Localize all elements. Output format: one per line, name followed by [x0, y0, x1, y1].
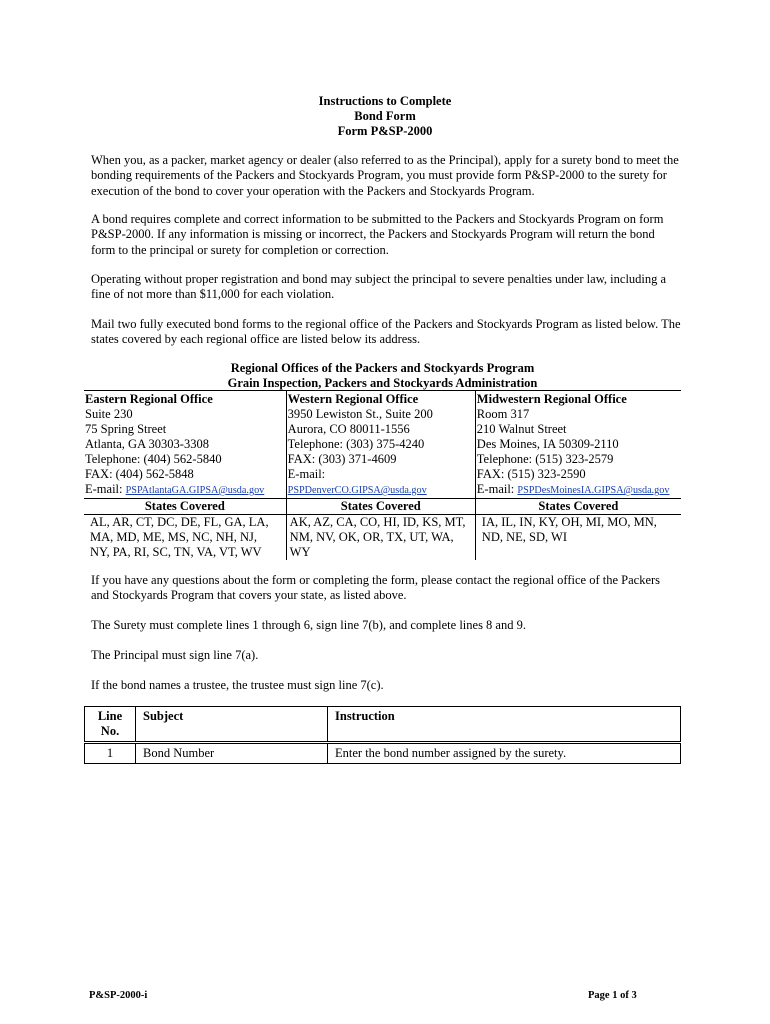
instruction-table: [84, 706, 681, 764]
row-line-number: 1: [85, 743, 136, 764]
eastern-states: [84, 515, 286, 561]
midwestern-email-link[interactable]: PSPDesMoinesIA.GIPSA@usda.gov: [517, 485, 670, 496]
western-email-link[interactable]: PSPDenverCO.GIPSA@usda.gov: [287, 485, 427, 496]
line-no-header-l2: No.: [100, 724, 120, 738]
eastern-email-link[interactable]: PSPAtlantaGA.GIPSA@usda.gov: [125, 485, 265, 496]
states-covered-row: [84, 515, 681, 561]
title-line-3: Form P&SP-2000: [337, 124, 433, 138]
offices-address-row: [84, 391, 681, 499]
instruction-header: Instruction: [328, 707, 681, 743]
western-phone: Telephone: (303) 375-4240: [287, 437, 425, 451]
midwestern-address-2: 210 Walnut Street: [476, 422, 567, 436]
western-fax: FAX: (303) 371-4609: [287, 452, 397, 466]
requirements-paragraph: A bond requires complete and correct information to be submitted to the Packers and Stockyards Program on form P&SP-2000. If any information is missing or incorrect, the Packers and Stockyards Program will return the bond form to the principal or surety for completion or correction.: [91, 212, 664, 257]
trustee-paragraph: If the bond names a trustee, the trustee must sign line 7(c).: [91, 678, 384, 692]
western-states-covered-label: States Covered: [286, 499, 475, 515]
western-states-line-3: WY: [289, 545, 311, 559]
line-no-header: [85, 707, 136, 743]
title-line-2: Bond Form: [354, 109, 416, 123]
mailing-paragraph: Mail two fully executed bond forms to the regional office of the Packers and Stockyards Program as listed below. The states covered by each regional office are listed below its address.: [91, 317, 681, 347]
row-instruction: Enter the bond number assigned by the surety.: [328, 743, 681, 764]
midwestern-states-line-1: IA, IL, IN, KY, OH, MI, MO, MN,: [481, 515, 657, 529]
midwestern-fax: FAX: (515) 323-2590: [476, 467, 586, 481]
surety-paragraph: The Surety must complete lines 1 through 6, sign line 7(b), and complete lines 8 and 9.: [91, 618, 526, 632]
states-covered-header-row: [84, 499, 681, 515]
footer-page-number: Page 1 of 3: [588, 990, 637, 1001]
midwestern-address-1: Room 317: [476, 407, 530, 421]
western-states-line-2: NM, NV, OK, OR, TX, UT, WA,: [289, 530, 454, 544]
western-office-cell: [286, 391, 475, 499]
eastern-states-line-1: AL, AR, CT, DC, DE, FL, GA, LA,: [90, 515, 269, 529]
eastern-office-cell: [84, 391, 286, 499]
eastern-fax: FAX: (404) 562-5848: [85, 467, 194, 481]
instruction-table-header: [85, 707, 681, 743]
western-office-name: Western Regional Office: [287, 392, 419, 406]
midwestern-states: [475, 515, 681, 561]
principal-paragraph: The Principal must sign line 7(a).: [91, 648, 259, 662]
midwestern-states-line-2: ND, NE, SD, WI: [481, 530, 567, 544]
eastern-email-label: E-mail:: [85, 482, 126, 496]
western-states: [286, 515, 475, 561]
regional-offices-table: [84, 360, 681, 560]
eastern-address-2: 75 Spring Street: [85, 422, 167, 436]
eastern-states-line-2: MA, MD, ME, MS, NC, NH, NJ,: [90, 530, 258, 544]
midwestern-address-3: Des Moines, IA 50309-2110: [476, 437, 619, 451]
offices-header-line-2: Grain Inspection, Packers and Stockyards Administration: [227, 376, 538, 390]
eastern-address-1: Suite 230: [85, 407, 133, 421]
penalties-paragraph: Operating without proper registration and bond may subject the principal to severe penalties under law, including a fine of not more than $11,000 for each violation.: [91, 272, 667, 302]
row-subject: Bond Number: [136, 743, 328, 764]
intro-paragraph: When you, as a packer, market agency or dealer (also referred to as the Principal), apply for a surety bond to meet the bonding requirements of the Packers and Stockyards Program, you must provide form P&SP-2000 to the surety for execution of the bond to cover your operation with the Packers and Stockyards Program.: [91, 153, 679, 198]
eastern-states-line-3: NY, PA, RI, SC, TN, VA, VT, WV: [90, 545, 262, 559]
table-row: [85, 743, 681, 764]
subject-header: Subject: [136, 707, 328, 743]
eastern-office-name: Eastern Regional Office: [85, 392, 213, 406]
western-states-line-1: AK, AZ, CA, CO, HI, ID, KS, MT,: [289, 515, 466, 529]
midwestern-email-label: E-mail:: [476, 482, 518, 496]
midwestern-office-cell: [475, 391, 681, 499]
western-email-label: E-mail:: [287, 467, 326, 481]
line-no-header-l1: Line: [97, 709, 123, 723]
questions-paragraph: If you have any questions about the form or completing the form, please contact the regional office of the Packers and Stockyards Program that covers your state, as listed above.: [91, 573, 661, 603]
offices-table-header: [84, 360, 681, 391]
midwestern-office-name: Midwestern Regional Office: [476, 392, 627, 406]
midwestern-states-covered-label: States Covered: [475, 499, 681, 515]
eastern-address-3: Atlanta, GA 30303-3308: [85, 437, 209, 451]
title-line-1: Instructions to Complete: [318, 94, 452, 108]
eastern-states-covered-label: States Covered: [84, 499, 286, 515]
eastern-phone: Telephone: (404) 562-5840: [85, 452, 222, 466]
western-address-1: 3950 Lewiston St., Suite 200: [287, 407, 433, 421]
western-address-2: Aurora, CO 80011-1556: [287, 422, 410, 436]
midwestern-phone: Telephone: (515) 323-2579: [476, 452, 614, 466]
footer-form-id: P&SP-2000-i: [89, 990, 148, 1001]
offices-header-line-1: Regional Offices of the Packers and Stockyards Program: [230, 361, 535, 375]
document-title: [0, 94, 770, 139]
